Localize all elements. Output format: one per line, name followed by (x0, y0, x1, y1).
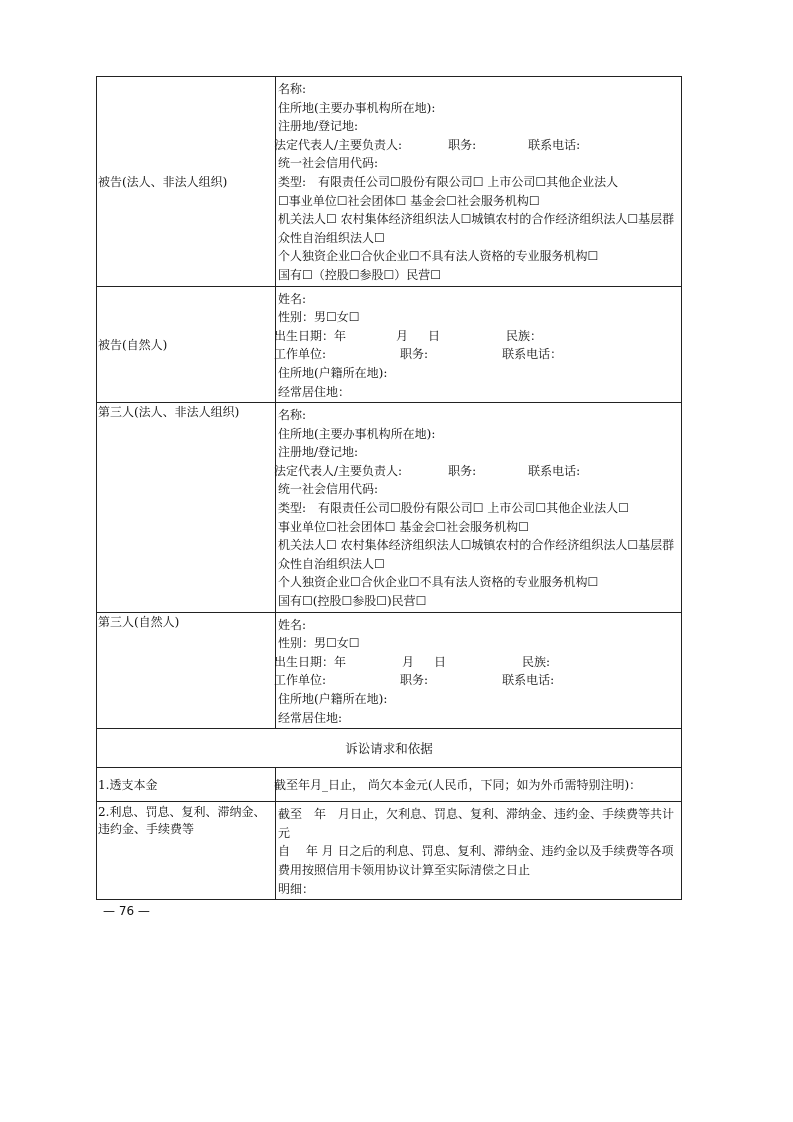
interest-label-text: 2.利息、罚息、复利、滞纳金、违约金、手续费等 (98, 805, 266, 837)
interest-line-2: 自 年 月 日之后的利息、罚息、复利、滞纳金、违约金以及手续费等各项费用按照信用卡领用协议计算至实际清偿之日止 (278, 844, 674, 877)
person-birth-line (274, 327, 679, 346)
third-org-phone-field: 联系电话: (528, 463, 581, 478)
person-phone-field: 联系电话： (502, 347, 563, 362)
person-birth-field: 出生日期：年 (274, 328, 347, 343)
third-person-birth-month: 月 (402, 654, 415, 669)
org-position-field: 职务: (448, 137, 477, 152)
org-registered-field: 注册地/登记地: (278, 119, 359, 134)
interest-detail: 明细： (278, 881, 315, 896)
person-birth-month: 月 (396, 328, 409, 343)
third-org-registered-field: 注册地/登记地: (278, 445, 359, 460)
page-number: — 76 — (103, 904, 150, 918)
third-org-type-line-4: 个人独资企业☐合伙企业☐不具有法人资格的专业服务机构☐ (278, 575, 599, 590)
org-address-field: 住所地(主要办事机构所在地): (278, 100, 436, 115)
third-person-work-line (274, 671, 679, 690)
third-org-type-line-2: 事业单位☐社会团体☐ 基金会☐社会服务机构☐ (278, 519, 529, 534)
interest-row (97, 802, 682, 900)
third-org-rep-line (274, 462, 679, 481)
complaint-form-table (96, 76, 682, 900)
person-work-line (274, 345, 679, 364)
principal-row (97, 768, 682, 802)
claims-heading-row (97, 729, 682, 768)
third-org-position-field: 职务: (448, 463, 477, 478)
org-type-line-3: 机关法人☐ 农村集体经济组织法人☐城镇农村的合作经济组织法人☐基层群众性自治组织法人☐ (278, 212, 675, 245)
person-birth-day: 日 (428, 328, 441, 343)
claims-heading: 诉讼请求和依据 (97, 729, 682, 768)
interest-label (97, 802, 276, 900)
third-org-row (97, 403, 682, 613)
third-person-birth-line (274, 653, 679, 672)
third-org-rep-field: 法定代表人/主要负责人: (274, 463, 403, 478)
third-person-phone-field: 联系电话: (502, 673, 555, 688)
org-type-line-5: 国有☐（控股☐参股☐）民营☐ (278, 267, 442, 282)
third-org-content (276, 403, 682, 613)
org-credit-field: 统一社会信用代码: (278, 156, 379, 171)
third-person-position-field: 职务: (400, 673, 429, 688)
third-person-row (97, 612, 682, 729)
person-work-field: 工作单位: (274, 347, 327, 362)
third-org-address-field: 住所地(主要办事机构所在地): (278, 426, 436, 441)
person-gender-field: 性别：男☐女☐ (278, 310, 360, 325)
third-org-type-line-3: 机关法人☐ 农村集体经济组织法人☐城镇农村的合作经济组织法人☐基层群众性自治组织法人☐ (278, 538, 675, 571)
org-name-field: 名称: (278, 82, 307, 96)
third-person-birth-day: 日 (434, 654, 447, 669)
interest-content (276, 802, 682, 900)
defendant-org-label: 被告(法人、非法人组织) (97, 77, 276, 287)
person-name-field: 姓名: (278, 291, 307, 306)
third-person-gender-field: 性别：男☐女☐ (278, 636, 360, 651)
org-type-line-1: 类型: 有限责任公司☐股份有限公司☐ 上市公司☐其他企业法人 (278, 174, 619, 189)
defendant-org-content (276, 77, 682, 287)
defendant-person-row (97, 286, 682, 403)
person-address-field: 住所地(户籍所在地): (278, 365, 388, 380)
third-person-name-field: 姓名: (278, 617, 307, 632)
person-ethnic-field: 民族： (506, 328, 543, 343)
person-position-field: 职务: (400, 347, 429, 362)
principal-label: 1.透支本金 (97, 768, 276, 802)
org-rep-line (274, 136, 679, 155)
defendant-person-label: 被告(自然人) (97, 286, 276, 403)
org-type-line-4: 个人独资企业☐合伙企业☐不具有法人资格的专业服务机构☐ (278, 249, 599, 264)
third-org-credit-field: 统一社会信用代码: (278, 482, 379, 497)
org-type-line-2: ☐事业单位☐社会团体☐ 基金会☐社会服务机构☐ (278, 193, 540, 208)
org-phone-field: 联系电话: (528, 137, 581, 152)
third-person-address-field: 住所地(户籍所在地): (278, 692, 388, 706)
person-residence-field: 经常居住地： (278, 384, 351, 399)
third-person-birth-field: 出生日期：年 (274, 654, 347, 669)
principal-text: 截至年月_日止， 尚欠本金元(人民币，下同；如为外币需特别注明)： (274, 778, 642, 793)
third-org-type-line-1: 类型: 有限责任公司☐股份有限公司☐ 上市公司☐其他企业法人☐ (278, 501, 629, 516)
third-person-content (276, 612, 682, 729)
defendant-person-content (276, 286, 682, 403)
third-person-label: 第三人(自然人) (97, 612, 276, 729)
third-org-name-field: 名称: (278, 408, 307, 423)
principal-content (276, 768, 682, 802)
third-person-ethnic-field: 民族: (522, 654, 551, 669)
third-person-work-field: 工作单位: (274, 673, 327, 688)
third-org-label: 第三人(法人、非法人组织) (97, 403, 276, 613)
third-person-residence-field: 经常居住地: (278, 710, 343, 725)
third-org-type-line-5: 国有☐(控股☐参股☐)民营☐ (278, 594, 427, 609)
interest-line-1: 截至 年 月日止，欠利息、罚息、复利、滞纳金、违约金、手续费等共计元 (278, 807, 675, 840)
defendant-org-row (97, 77, 682, 287)
org-rep-field: 法定代表人/主要负责人: (274, 137, 403, 152)
